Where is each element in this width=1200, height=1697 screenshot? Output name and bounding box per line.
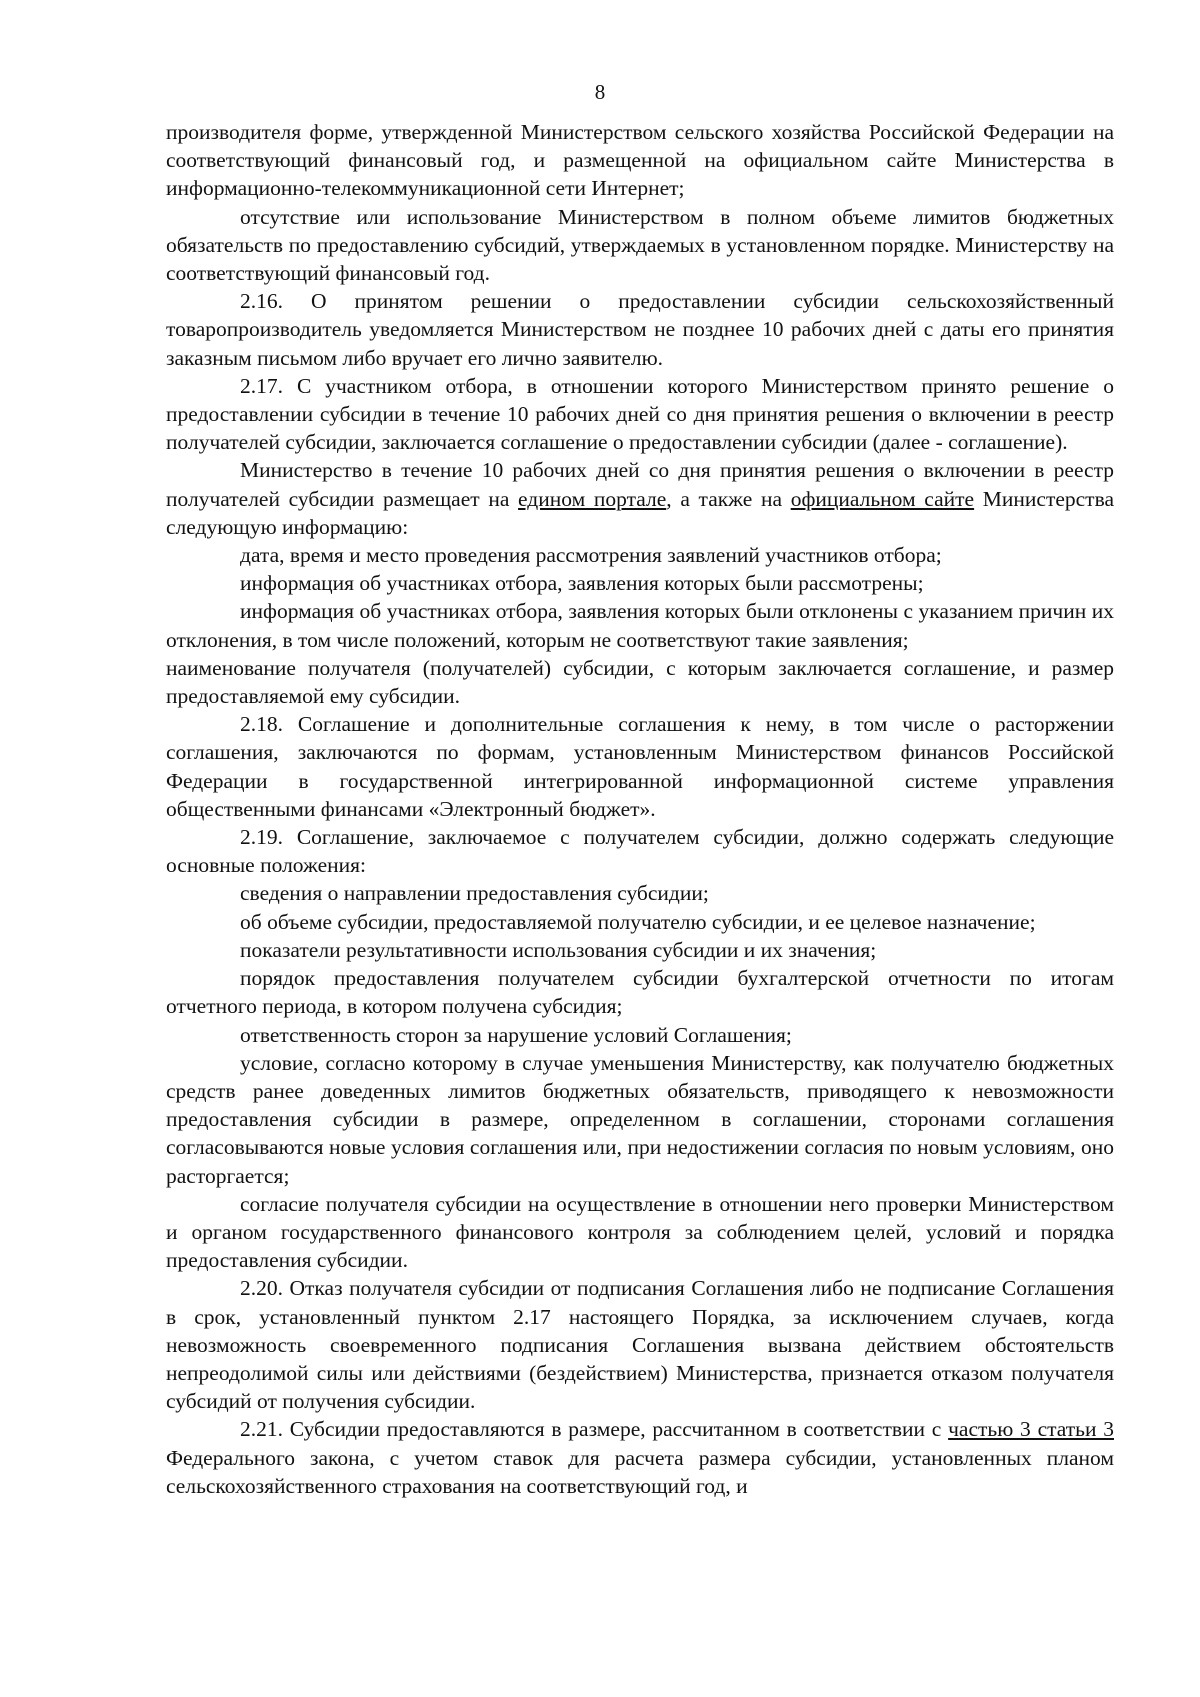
paragraph-2-18: 2.18. Соглашение и дополнительные соглашения к нему, в том числе о расторжении соглашения, заключаются по формам, установленным Министерством финансов Российской Федерации в государственной интегрированной информационной системе управления общественными финансами «Электронный бюджет». xyxy=(166,712,1114,821)
list-item: наименование получателя (получателей) субсидии, с которым заключается соглашение, и размер предоставляемой ему субсидии. xyxy=(166,655,1114,709)
list-item: сведения о направлении предоставления субсидии; xyxy=(240,881,709,906)
list-item: показатели результативности использования субсидии и их значения; xyxy=(240,937,877,962)
list-item: условие, согласно которому в случае уменьшения Министерству, как получателю бюджетных средств ранее доведенных лимитов бюджетных обязательств, приводящего к невозможности предоставления субсидии в размере, определенном в соглашении, сторонами соглашения согласовываются новые условия соглашения или, при недостижении согласия по новым условиям, оно расторгается; xyxy=(166,1050,1114,1188)
list-item: об объеме субсидии, предоставляемой получателю субсидии, и ее целевое назначение; xyxy=(240,909,1036,934)
list-item: дата, время и место проведения рассмотрения заявлений участников отбора; xyxy=(240,543,942,568)
law-article-link[interactable]: частью 3 статьи 3 xyxy=(948,1417,1114,1442)
paragraph-2-21 xyxy=(166,1415,1114,1500)
paragraph: отсутствие или использование Министерством в полном объеме лимитов бюджетных обязательств по предоставлению субсидий, утверждаемых в установленном порядке. Министерству на соответствующий финансовый год. xyxy=(166,204,1114,286)
document-body xyxy=(166,118,1114,1500)
paragraph-2-16: 2.16. О принятом решении о предоставлении субсидии сельскохозяйственный товаропроизводитель уведомляется Министерством не позднее 10 рабочих дней с даты его принятия заказным письмом либо вручает его лично заявителю. xyxy=(166,289,1114,370)
text-run: Федерального закона, с учетом ставок для расчета размера субсидии, установленных планом сельскохозяйственного страхования на соответствующий год, и xyxy=(166,1445,1114,1498)
official-site-link[interactable]: официальном сайте xyxy=(790,486,975,511)
list-item: информация об участниках отбора, заявления которых были рассмотрены; xyxy=(240,571,924,596)
text-run: Министерство в течение 10 рабочих дней со дня принятия решения о включении в реестр получателей субсидии размещает на xyxy=(166,458,1114,511)
single-portal-link[interactable]: едином портале xyxy=(518,486,667,511)
paragraph: производителя форме, утвержденной Министерством сельского хозяйства Российской Федерации на соответствующий финансовый год, и размещенной на официальном сайте Министерства в информационно-телекоммуникационной сети Интернет; xyxy=(166,120,1114,201)
paragraph-2-17: 2.17. С участником отбора, в отношении которого Министерством принято решение о предоставлении субсидии в течение 10 рабочих дней со дня принятия решения о включении в реестр получателей субсидии, заключается соглашение о предоставлении субсидии (далее - соглашение). xyxy=(166,373,1114,455)
list-item: ответственность сторон за нарушение условий Соглашения; xyxy=(240,1022,792,1047)
paragraph-2-20: 2.20. Отказ получателя субсидии от подписания Соглашения либо не подписание Соглашения в срок, установленный пунктом 2.17 настоящего Порядка, за исключением случаев, когда невозможность своевременного подписания Соглашения вызвана действием обстоятельств непреодолимой силы или действиями (бездействием) Министерства, признается отказом получателя субсидий от получения субсидии. xyxy=(166,1276,1114,1414)
text-run: Министерства следующую информацию: xyxy=(166,486,1114,539)
list-item: согласие получателя субсидии на осуществление в отношении него проверки Министерством и органом государственного финансового контроля за соблюдением целей, условий и порядка предоставления субсидии. xyxy=(166,1191,1114,1273)
text-run: , а также на xyxy=(666,486,791,511)
list-item: информация об участниках отбора, заявления которых были отклонены с указанием причин их отклонения, в том числе положений, которым не соответствуют такие заявления; xyxy=(166,599,1114,652)
text-run: 2.21. Субсидии предоставляются в размере, рассчитанном в соответствии с xyxy=(240,1417,949,1442)
paragraph-2-19: 2.19. Соглашение, заключаемое с получателем субсидии, должно содержать следующие основные положения: xyxy=(166,825,1114,878)
page-number: 8 xyxy=(594,80,606,104)
list-item: порядок предоставления получателем субсидии бухгалтерской отчетности по итогам отчетного периода, в котором получена субсидия; xyxy=(166,966,1114,1019)
paragraph-publication xyxy=(166,456,1114,541)
